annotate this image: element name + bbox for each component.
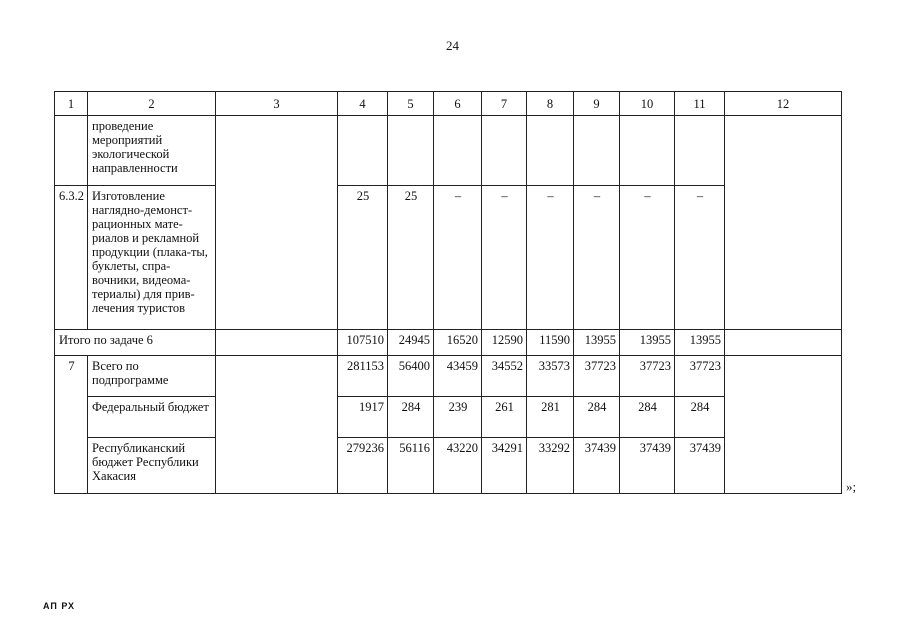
header-cell: 10	[620, 92, 675, 116]
header-cell: 11	[675, 92, 725, 116]
executor-cell	[216, 356, 338, 494]
value-cell: 284	[574, 397, 620, 438]
row-description: проведение мероприятий экологической направленности	[88, 116, 216, 186]
value-cell: –	[675, 186, 725, 330]
value-cell: 37723	[620, 356, 675, 397]
row-description: Федеральный бюджет	[88, 397, 216, 438]
value-cell	[338, 116, 388, 186]
header-cell: 9	[574, 92, 620, 116]
value-cell	[620, 116, 675, 186]
value-cell	[388, 116, 434, 186]
value-cell: 261	[482, 397, 527, 438]
value-cell	[574, 116, 620, 186]
header-cell: 5	[388, 92, 434, 116]
value-cell: 1917	[338, 397, 388, 438]
value-cell: –	[527, 186, 574, 330]
value-cell: 43459	[434, 356, 482, 397]
value-cell: 281153	[338, 356, 388, 397]
table-row	[55, 356, 842, 397]
value-cell: –	[620, 186, 675, 330]
result-cell	[725, 330, 842, 356]
value-cell: 13955	[620, 330, 675, 356]
value-cell: 37439	[574, 438, 620, 494]
executor-cell	[216, 330, 338, 356]
value-cell: 239	[434, 397, 482, 438]
value-cell: 16520	[434, 330, 482, 356]
value-cell: 25	[388, 186, 434, 330]
total-label: Итого по задаче 6	[55, 330, 216, 356]
value-cell: 37723	[574, 356, 620, 397]
value-cell: 37723	[675, 356, 725, 397]
table-row	[55, 438, 842, 494]
value-cell: 56400	[388, 356, 434, 397]
row-number-cell: 7	[55, 356, 88, 494]
program-table	[54, 91, 842, 494]
header-row	[55, 92, 842, 116]
table-row	[55, 186, 842, 330]
row-description: Всего по подпрограмме	[88, 356, 216, 397]
value-cell: 11590	[527, 330, 574, 356]
header-cell: 8	[527, 92, 574, 116]
row-number-cell: 6.3.2	[55, 186, 88, 330]
row-description: Изготовление наглядно-демонст-рационных мате-риалов и рекламной продукции (плака-ты, буклеты, спра-вочники, видеома-териалы) для прив-лечения туристов	[88, 186, 216, 330]
header-cell: 2	[88, 92, 216, 116]
value-cell	[434, 116, 482, 186]
value-cell	[527, 116, 574, 186]
table-row	[55, 116, 842, 186]
value-cell: 279236	[338, 438, 388, 494]
header-cell: 3	[216, 92, 338, 116]
value-cell: 12590	[482, 330, 527, 356]
value-cell: –	[482, 186, 527, 330]
header-cell: 1	[55, 92, 88, 116]
value-cell: 56116	[388, 438, 434, 494]
executor-cell	[216, 116, 338, 330]
value-cell: 284	[620, 397, 675, 438]
value-cell: 284	[675, 397, 725, 438]
value-cell: 33573	[527, 356, 574, 397]
value-cell: 37439	[620, 438, 675, 494]
value-cell: 284	[388, 397, 434, 438]
value-cell: 33292	[527, 438, 574, 494]
value-cell: 34552	[482, 356, 527, 397]
result-cell	[725, 356, 842, 494]
table-row-total	[55, 330, 842, 356]
row-description: Республиканский бюджет Республики Хакасия	[88, 438, 216, 494]
header-cell: 6	[434, 92, 482, 116]
value-cell	[482, 116, 527, 186]
footer-code: АП РХ	[43, 601, 76, 611]
value-cell: 43220	[434, 438, 482, 494]
header-cell: 7	[482, 92, 527, 116]
row-number-cell	[55, 116, 88, 186]
value-cell: 37439	[675, 438, 725, 494]
value-cell: 107510	[338, 330, 388, 356]
table-row	[55, 397, 842, 438]
result-cell	[725, 116, 842, 330]
value-cell	[675, 116, 725, 186]
value-cell: –	[434, 186, 482, 330]
page-number: 24	[446, 38, 459, 53]
closing-quote-mark: »;	[846, 479, 857, 494]
value-cell: 13955	[675, 330, 725, 356]
value-cell: 13955	[574, 330, 620, 356]
value-cell: 281	[527, 397, 574, 438]
header-cell: 12	[725, 92, 842, 116]
value-cell: –	[574, 186, 620, 330]
value-cell: 24945	[388, 330, 434, 356]
value-cell: 25	[338, 186, 388, 330]
header-cell: 4	[338, 92, 388, 116]
value-cell: 34291	[482, 438, 527, 494]
